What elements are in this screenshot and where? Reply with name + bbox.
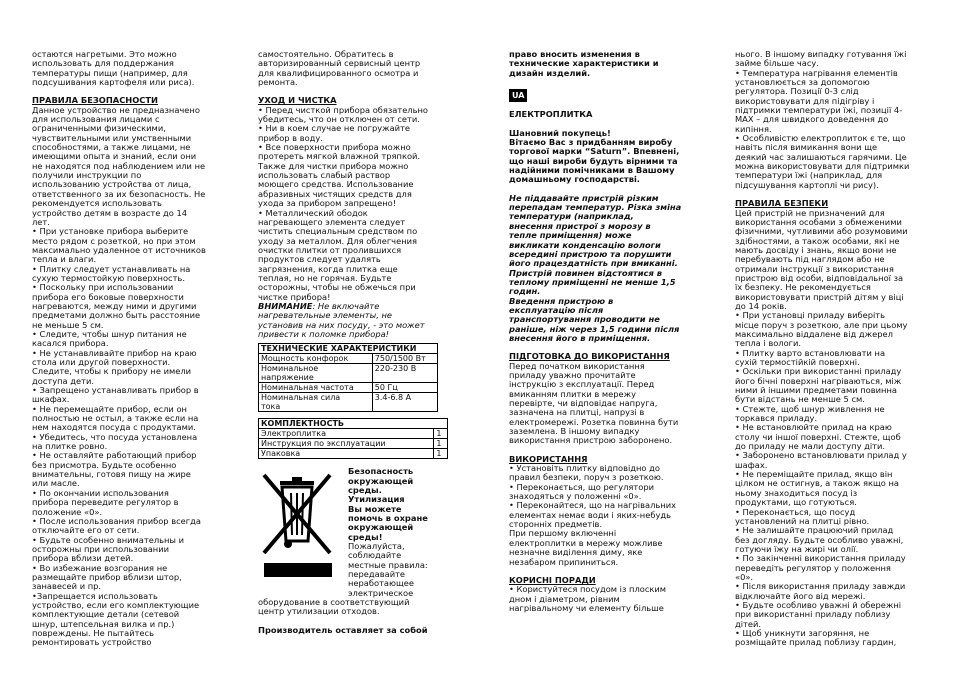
paragraph: • Стежте, щоб шнур живлення не торкався приладу. bbox=[735, 403, 885, 424]
paragraph: • Ни в коем случае не погружайте прибор в воду. bbox=[258, 123, 411, 143]
care-section bbox=[258, 50, 450, 339]
kit-row bbox=[259, 429, 448, 439]
paragraph: • Переконається, що посуд установлений на плитці рівно. bbox=[735, 506, 870, 526]
paragraph: Цей пристрій не призначений для використання особами з обмеженими фізичними, чутливими або розумовими здібностями, а також особами, які не мають досвіду і знань, якщо вони не перебувають під наглядом або не отримали інструкції з використання пристрою від особи, відповідальної за їх безпеку. Не рекомендується використовувати пристрій дітям у віці до 14 років. bbox=[735, 207, 908, 311]
paragraph: • Во избежание возгорания не размещайте прибор вблизи штор, занавесей и пр. bbox=[32, 562, 182, 592]
row-label: Инструкция по эксплуатации bbox=[259, 439, 434, 449]
row-value: 220-230 В bbox=[372, 364, 437, 383]
paragraph: нього. В іншому випадку готування їжі займе більше часу. bbox=[735, 49, 907, 69]
row-value: 50 Гц bbox=[372, 383, 437, 393]
paragraph: • Не оставляйте работающий прибор без присмотра. Будьте особенно внимательны, готовя пищу на жире или масле. bbox=[32, 450, 197, 489]
row-label: Упаковка bbox=[259, 449, 434, 459]
row-label: Электроплитка bbox=[259, 429, 434, 439]
row-label: Мощность конфорок bbox=[259, 354, 373, 364]
paragraph: • Заборонено встановлювати прилад у шафах. bbox=[735, 450, 907, 470]
paragraph: • При установці приладу виберіть місце поруч з розеткою, але при цьому максимально віддалене від джерел тепла і вологи. bbox=[735, 310, 908, 349]
paragraph: • Не встановлюйте прилад на краю столу чи іншої поверхні. Стежте, щоб до приладу не мали доступу діти. bbox=[735, 422, 901, 452]
paragraph: • Температура нагрівання елементів установлюється за допомогою регулятора. Позиції 0-3 слід використовувати для підігріву і підтримки температури їжі, позиції 4- MAX – для швидкого доведення до кипіння. bbox=[735, 67, 903, 134]
recycle-heading: Безопасность окружающей среды. Утилизация Вы можете помочь в охране окружающей среды! bbox=[348, 466, 428, 542]
section-heading: ПРАВИЛА БЕЗОПАСНОСТИ bbox=[32, 95, 158, 106]
kit-row bbox=[259, 449, 448, 459]
row-value: 750/1500 Вт bbox=[372, 354, 437, 364]
section-heading: ПІДГОТОВКА ДО ВИКОРИСТАННЯ bbox=[509, 351, 670, 362]
row-value: 1 bbox=[434, 429, 448, 439]
paragraph: Данное устройство не предназначено для использования лицами с ограниченными физическими, чувствительными или умственными способностями, а также лицами, не имеющими опыта и знаний, если они не находятся под наблюдением или не получили инструкции по использованию устройства от лица, ответственного за их безопасность. Не рекомендуется использовать устройство детям в возрасте до 14 лет. bbox=[32, 104, 206, 227]
paragraph: • По окончании использования прибора переведите регулятор в положение «0». bbox=[32, 487, 179, 517]
bold-paragraph: право вносить изменения в технические характеристики и дизайн изделий. bbox=[509, 49, 659, 78]
paragraph: • Плитку следует устанавливать на сухую термостойкую поверхность. bbox=[32, 263, 191, 283]
recycle-text: Пожалуйста, соблюдайте местные правила: передавайте неработающее электрическое bbox=[348, 541, 428, 598]
bold-paragraph: Шановний покупець! Вітаємо Вас з придбанням виробу торгової марки “Saturn”. Впевнені, що наші вироби будуть вірними та надійними помічниками в Вашому домашньому господарстві. bbox=[509, 127, 680, 185]
language-badge: UA bbox=[509, 89, 527, 102]
paragraph: • Запрещено устанавливать прибор в шкафах. bbox=[32, 385, 199, 405]
warning-body: : Не включайте нагревательные элементы, не установив на них посуду, - это может привести к поломке прибора! bbox=[258, 300, 425, 339]
paragraph: • Не переміщайте прилад, якщо він цілком не остигнув, а також якщо на ньому знаходиться посуд із продуктами, що готуються. bbox=[735, 469, 900, 508]
row-label: Номинальное напряжение bbox=[259, 364, 373, 383]
kit-row bbox=[259, 439, 448, 449]
warning-paragraph: Не піддавайте пристрій різким перепадам температур. Різка зміна температури (наприклад, внесення пристрої з морозу в тепле приміщення) може викликати конденсацію вологи всередині пристрою та порушити його працездатність при вмиканні. Пристрій повинен відстоятися в теплому приміщенні не менше 1,5 годин. Введення пристрою в експлуатацію після транспортування проводити не раніше, ніж через 1,5 години після внесення його в приміщення. bbox=[509, 192, 682, 343]
paragraph: • Оскільки при використанні приладу його бічні поверхні нагріваються, між ними й іншими предметами повинна бути відстань не менше 5 см. bbox=[735, 366, 902, 405]
paragraph: • Не залишайте працюючий прилад без догляду. Будьте особливо уважні, готуючи їжу на жирі чи олії. bbox=[735, 525, 904, 554]
recycle-tail: оборудование в соответствующий центр утилизации отходов. bbox=[258, 597, 410, 617]
warning-label: ВНИМАНИЕ bbox=[258, 300, 313, 311]
column-1 bbox=[32, 50, 220, 648]
paragraph: остаются нагретыми. Это можно использовать для поддержания температуры пищи (например, для подсушивания картофеля или риса). bbox=[32, 49, 195, 88]
paragraph: • Користуйтеся посудом із плоским дном і діаметром, рівним нагрівальному чи елементу більше bbox=[509, 584, 667, 613]
section-heading: КОРИСНІ ПОРАДИ bbox=[509, 574, 596, 585]
section-heading: ПРАВИЛА БЕЗПЕКИ bbox=[735, 198, 829, 209]
paragraph: • Следите, чтобы шнур питания не касался прибора. bbox=[32, 328, 187, 349]
paragraph: •Запрещается использовать устройство, если его комплектующие комплектующие детали (сетевой шнур, штепсельная вилка и пр.) повреждены. Не пытайтесь ремонтировать устройство bbox=[32, 590, 200, 648]
section-heading: УХОД И ЧИСТКА bbox=[258, 95, 337, 106]
row-value: 1 bbox=[434, 439, 448, 449]
paragraph: • Будьте особливо уважні й обережні при використанні приладу поблизу дітей. bbox=[735, 599, 902, 629]
kit-title: КОМПЛЕКТНОСТЬ bbox=[259, 419, 448, 429]
paragraph: • Переконається, що регулятори знаходяться у положенні «0». bbox=[509, 481, 654, 502]
paragraph: • Плитку варто встановлювати на сухій термостійкій поверхні. bbox=[735, 347, 886, 367]
spec-row bbox=[259, 354, 438, 364]
tech-specs-table bbox=[258, 343, 438, 412]
paragraph: • Не устанавливайте прибор на краю стола или другой поверхности. Следите, чтобы к прибору не имели доступа дети. bbox=[32, 347, 197, 386]
paragraph: • Переконайтеся, що на нагрівальних елементах немає води і яких-небудь сторонніх предметів. При першому включенні електроплитки в мережу можливе незначне виділення диму, яке незабаром припиниться. bbox=[509, 500, 677, 567]
warning-text bbox=[258, 302, 450, 339]
crossed-bin-icon bbox=[258, 467, 338, 577]
paragraph: самостоятельно. Обратитесь в авторизированный сервисный центр для квалифицированного осмотра и ремонта. bbox=[258, 49, 421, 88]
recycle-block bbox=[258, 467, 450, 598]
paragraph: • При установке прибора выберите место рядом с розеткой, но при этом максимально удаленное от источников тепла и влаги. bbox=[32, 226, 206, 265]
row-value: 3.4-6.8 А bbox=[372, 393, 437, 412]
row-label: Номинальная сила тока bbox=[259, 393, 373, 412]
paragraph: • Все поверхности прибора можно протереть мягкой влажной тряпкой. Также для чистки прибора можно использовать слабый раствор моющего средства. Использование абразивных чистящих средств для ухода за прибором запрещено! bbox=[258, 142, 421, 209]
paragraph: • Після використання приладу завжди відключайте його від мережі. bbox=[735, 581, 906, 601]
paragraph: • После использования прибор всегда отключайте его от сети. bbox=[32, 515, 201, 536]
paragraph: • Особливістю електроплиток є те, що навіть після вимикання вони ще деякий час залишаються гарячими. Це можна використовувати для підтримки температури їжі (наприклад, для підсушування картоплі чи рису). bbox=[735, 133, 910, 190]
paragraph: • Поскольку при использовании прибора его боковые поверхности нагреваются, между ними и другими предметами должно быть расстояние не меньше 5 см. bbox=[32, 282, 201, 330]
paragraph: • По закінченні використання приладу переведіть регулятор у положення «0». bbox=[735, 553, 906, 582]
kit-table bbox=[258, 418, 448, 459]
paragraph: • Перед чисткой прибора обязательно убедитесь, что он отключен от сети. bbox=[258, 104, 429, 125]
paragraph: • Будьте особенно внимательны и осторожны при использовании прибора вблизи детей. bbox=[32, 534, 185, 564]
paragraph: • Не перемещайте прибор, если он полностью не остыл, а также если на нем находятся посуда с продуктами. bbox=[32, 403, 199, 433]
manufacturer-note: Производитель оставляет за собой bbox=[258, 624, 428, 635]
bold-paragraph: ЕЛЕКТРОПЛИТКА bbox=[509, 109, 593, 120]
column-3 bbox=[509, 50, 701, 613]
section-heading: ВИКОРИСТАННЯ bbox=[509, 453, 588, 464]
tech-specs-title: ТЕХНИЧЕСКИЕ ХАРАКТЕРИСТИКИ bbox=[259, 344, 438, 354]
paragraph: • Установіть плитку відповідно до правил безпеки, поруч з розеткою. bbox=[509, 463, 664, 483]
spec-row bbox=[259, 364, 438, 383]
spec-row bbox=[259, 383, 438, 393]
row-value: 1 bbox=[434, 449, 448, 459]
paragraph: Перед початком використання приладу уважно прочитайте інструкцію з експлуатації. Перед вмиканням плитки в мережу перевірте, чи відповідає напруга, зазначена на плитці, напрузі в електромережі. Розетка повинна бути заземлена. В іншому випадку використання пристрою заборонено. bbox=[509, 360, 679, 446]
column-4 bbox=[735, 50, 925, 648]
column-2 bbox=[258, 50, 450, 635]
row-label: Номинальная частота bbox=[259, 383, 373, 393]
paragraph: • Щоб уникнути загоряння, не розміщайте прилад поблизу гардин, bbox=[735, 627, 897, 648]
paragraph: • Убедитесь, что посуда установлена на плитке ровно. bbox=[32, 431, 198, 452]
spec-row bbox=[259, 393, 438, 412]
paragraph: • Металлический ободок нагревающего элемента следует чистить специальным средством по уходу за металлом. Для облегчения очистки плитки от пролившихся продуктов следует удалять загрязнения, когда плитка еще теплая, но не горячая. Будьте осторожны, чтобы не обжечься при чистке прибора! bbox=[258, 207, 418, 302]
